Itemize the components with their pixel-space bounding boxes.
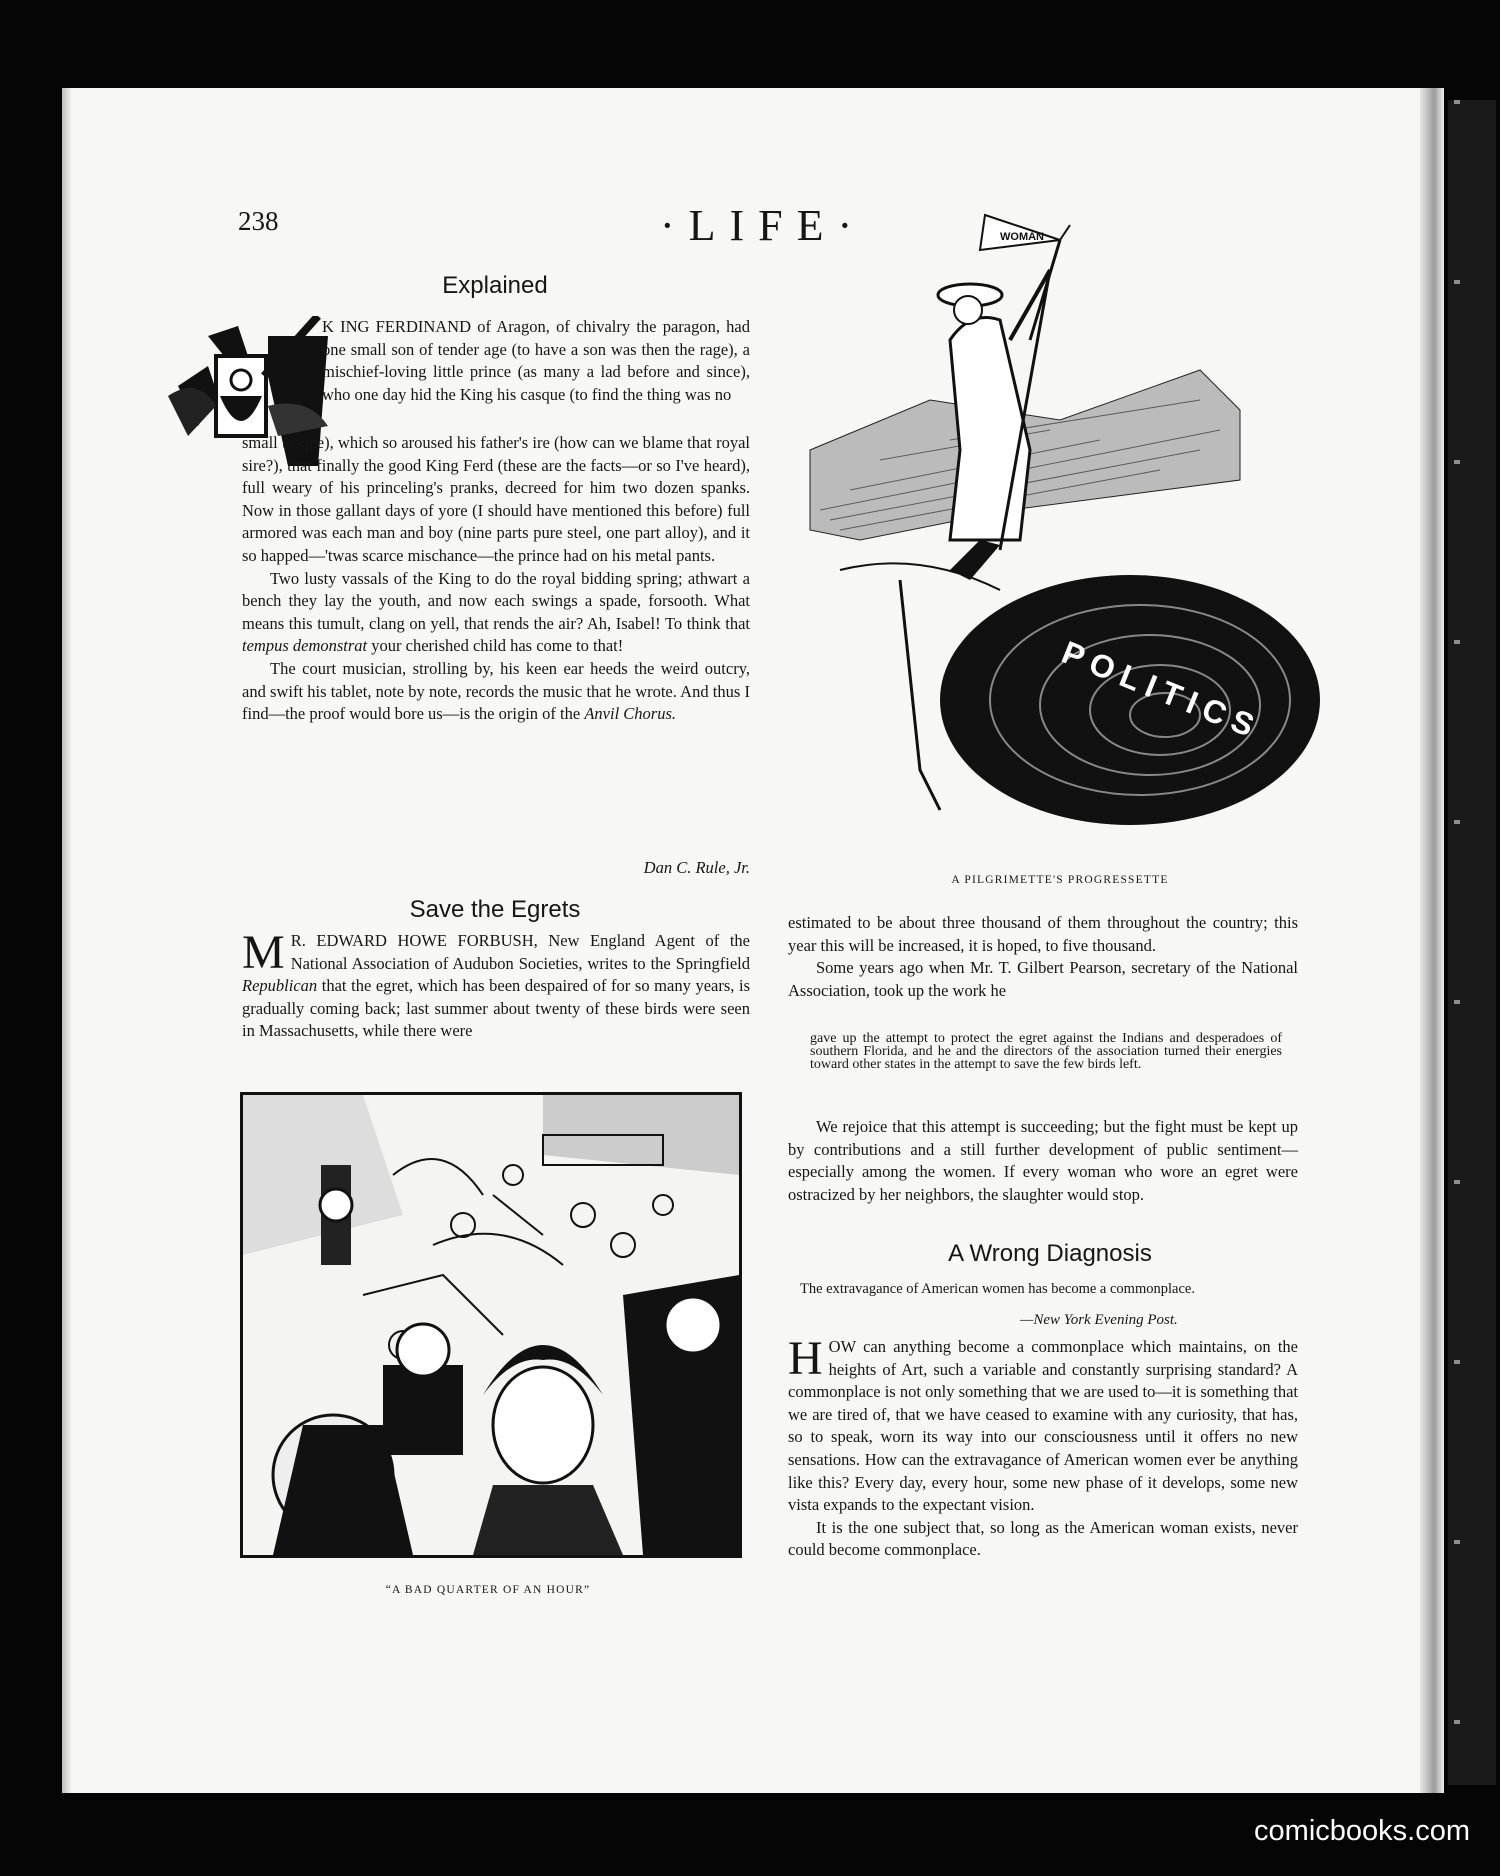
- diagnosis-epigraph-source: —New York Evening Post.: [1020, 1312, 1178, 1328]
- pennant-label: WOMAN: [1000, 231, 1044, 243]
- explained-signature: Dan C. Rule, Jr.: [643, 858, 750, 877]
- egrets-paragraph-1: M R. EDWARD HOWE FORBUSH, New England Agent of the National Association of Audubon Societies, writes to the Springfield Republican that the egret, which has been despaired of for so many years, is gradually coming back; last summer about twenty of these birds were seen in Massachusetts, while there were: [242, 926, 750, 1041]
- page-gutter-right: [1420, 88, 1444, 1793]
- article-title-explained: Explained: [442, 272, 548, 299]
- article-title-egrets: Save the Egrets: [409, 896, 581, 923]
- dropcap-m: M: [242, 926, 285, 979]
- explained-paragraph-3: The court musician, strolling by, his keen ear heeds the weird outcry, and swift his tablet, note by note, records the music that he wrote. And thus I find—the proof would bore us—is the origin of the Anvil Chorus.: [242, 658, 750, 724]
- next-page-edge: [1448, 100, 1496, 1785]
- watermark: comicbooks.com: [1254, 1815, 1470, 1847]
- diagnosis-body: [788, 1332, 1298, 1562]
- explained-paragraph-1: small tasque), which so aroused his father's ire (how can we blame that royal sire?), that finally the good King Ferd (these are the facts—or so I've heard), full weary of his princeling's pranks, decreed for him two dozen spanks. Now in those gallant days of yore (I should have mentioned this before) full armored was each man and boy (nine parts pure steel, one part alloy), and it so happed—'twas scarce mischance—the prince had on his metal pants.: [242, 433, 750, 565]
- page-shadow-left: [62, 88, 72, 1793]
- dropcap-h: H: [788, 1332, 823, 1385]
- explained-lead-text: [322, 316, 750, 406]
- diagnosis-paragraph-2: It is the one subject that, so long as the American woman exists, never could become commonplace.: [788, 1517, 1298, 1560]
- explained-paragraph-2: Two lusty vassals of the King to do the royal bidding spring; athwart a bench they lay the youth, and now each swings a spade, forsooth. What means this tumult, clang on yell, that rends the air? Ah, Isabel! To think that tempus demonstrat your cherished child has come to that!: [242, 568, 750, 656]
- egrets-paragraph-2: Some years ago when Mr. T. Gilbert Pearson, secretary of the National Association, took up the work he: [788, 958, 1298, 1000]
- article-title-diagnosis: A Wrong Diagnosis: [948, 1240, 1152, 1267]
- politics-label: POLITICS: [1056, 633, 1267, 747]
- pilgrim-caption: A PILGRIMETTE'S PROGRESSETTE: [951, 874, 1169, 886]
- egrets-quote: gave up the attempt to protect the egret against the Indians and desperadoes of southern Florida, and he and the directors of the association turned their energies toward other states in the attempt to save the few birds left.: [810, 1031, 1282, 1072]
- party-illustration: [240, 1092, 742, 1558]
- egrets-continued: [788, 912, 1298, 1002]
- egrets-paragraph-3: [788, 1116, 1298, 1206]
- egrets-continued-text: estimated to be about three thousand of them throughout the country; this year this will be increased, it is hoped, to five thousand.: [788, 913, 1298, 955]
- diagnosis-paragraph-1: HOW can anything become a commonplace which maintains, on the heights of Art, such a variable and constantly surprising standard? A commonplace is not only something that we are used to—it is something that we are tired of, that we have ceased to examine with any curiosity, that has, so to speak, worn its way into our consciousness until it offers no new sensations. How can the extravagance of American women ever be anything like this? Every day, every hour, some new phase of it develops, some new vista expands to the expectant vision.: [788, 1332, 1298, 1515]
- pilgrim-illustration: [800, 210, 1320, 830]
- dropcap-k: K: [322, 317, 334, 336]
- explained-lead: ING FERDINAND of Aragon, of chivalry the paragon, had one small son of tender age (to have a son was then the rage), a mischief-loving little prince (as many a lad before and since), who one day hid the King his casque (to find the thing was no: [322, 317, 751, 404]
- egrets-paragraph-3-text: We rejoice that this attempt is succeeding; but the fight must be kept up by contributions and a still further development of public sentiment—especially among the women. If every woman who wore an egret were ostracized by her neighbors, the slaughter would stop.: [788, 1117, 1298, 1204]
- egrets-body: [242, 926, 750, 1043]
- diagnosis-epigraph: The extravagance of American women has become a commonplace.: [800, 1281, 1195, 1297]
- explained-body: [242, 432, 750, 726]
- masthead: ·LIFE·: [660, 201, 867, 250]
- page-number: 238: [238, 206, 279, 236]
- party-caption: “A BAD QUARTER OF AN HOUR”: [385, 1584, 591, 1596]
